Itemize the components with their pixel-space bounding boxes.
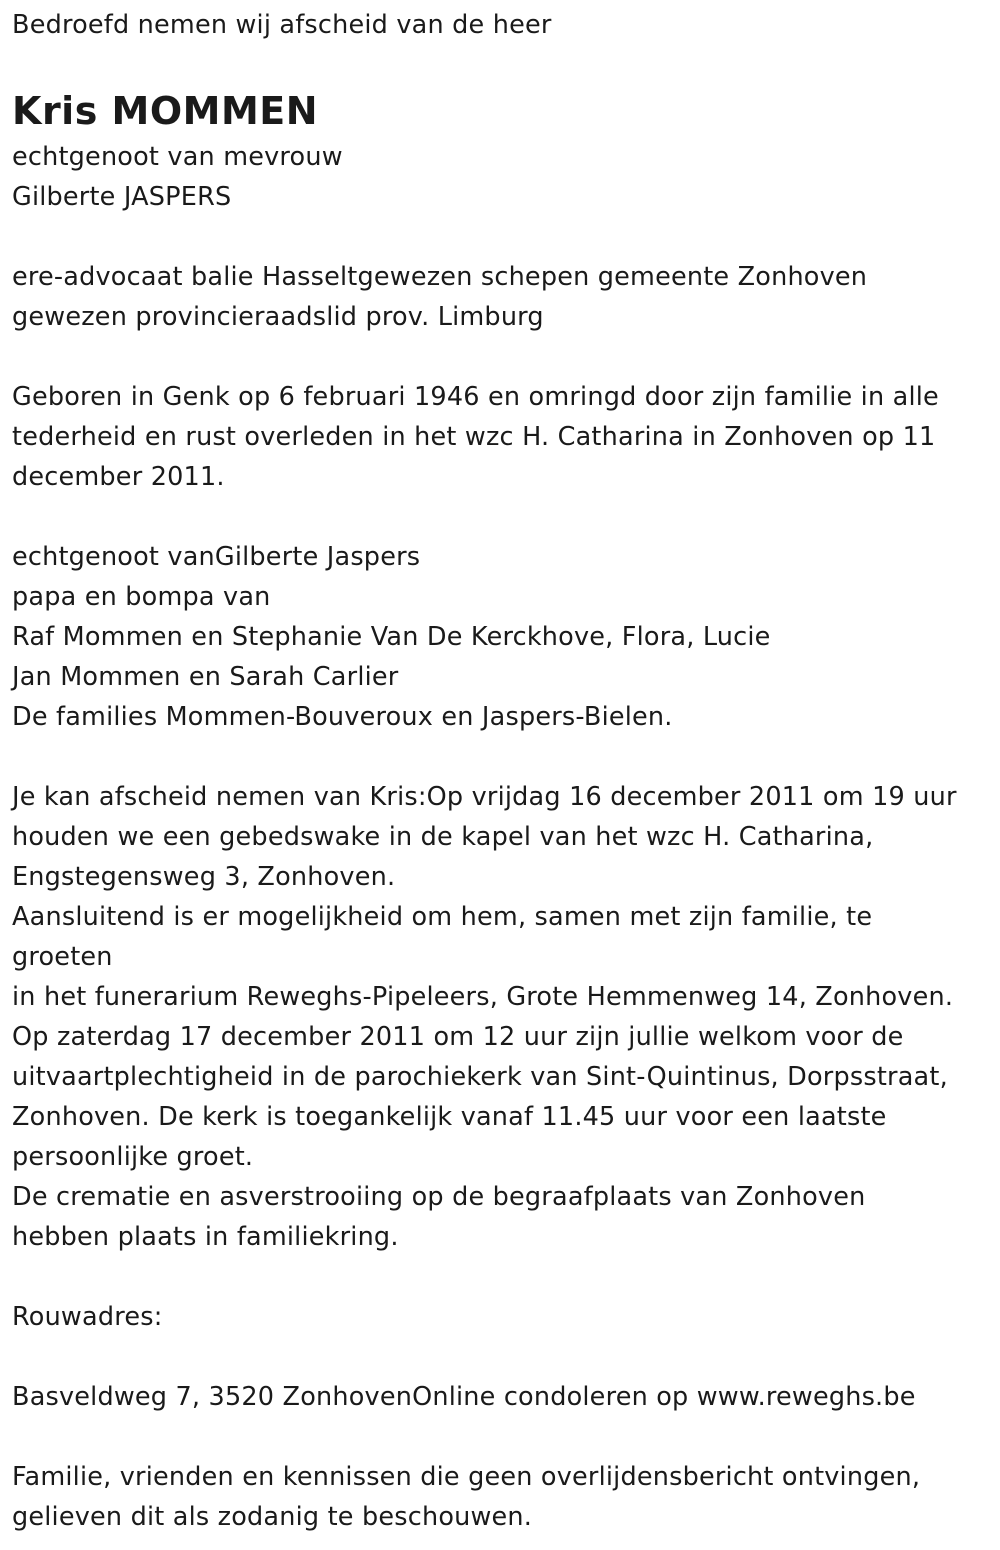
- spacer: [12, 737, 988, 777]
- spouse-label: echtgenoot van mevrouw: [12, 142, 343, 172]
- closing-line: gelieven dit als zodanig te beschouwen.: [12, 1502, 533, 1532]
- spacer: [12, 1417, 988, 1457]
- arrangements-line: groeten: [12, 942, 113, 972]
- spacer: [12, 337, 988, 377]
- spouse-name: Gilberte JASPERS: [12, 182, 232, 212]
- spacer: [12, 1337, 988, 1377]
- spacer: [12, 217, 988, 257]
- arrangements-line: Op zaterdag 17 december 2011 om 12 uur zijn jullie welkom voor de: [12, 1022, 904, 1052]
- spacer: [12, 497, 988, 537]
- family-line: Jan Mommen en Sarah Carlier: [12, 662, 399, 692]
- arrangements-block: [12, 777, 988, 1257]
- family-line: De families Mommen-Bouveroux en Jaspers-Bielen.: [12, 702, 673, 732]
- spacer: [12, 1257, 988, 1297]
- family-block: [12, 537, 988, 737]
- title-line: gewezen provincieraadslid prov. Limburg: [12, 302, 544, 332]
- intro-text: Bedroefd nemen wij afscheid van de heer: [12, 10, 552, 40]
- family-line: papa en bompa van: [12, 582, 271, 612]
- arrangements-line: Engstegensweg 3, Zonhoven.: [12, 862, 396, 892]
- title-line: ere-advocaat balie Hasseltgewezen schepen gemeente Zonhoven: [12, 262, 868, 292]
- arrangements-line: houden we een gebedswake in de kapel van het wzc H. Catharina,: [12, 822, 874, 852]
- arrangements-line: persoonlijke groet.: [12, 1142, 254, 1172]
- arrangements-line: hebben plaats in familiekring.: [12, 1222, 399, 1252]
- birth-death-block: [12, 377, 988, 497]
- address-line: Basveldweg 7, 3520 ZonhovenOnline condoleren op www.reweghs.be: [12, 1382, 916, 1412]
- closing-block: [12, 1457, 988, 1537]
- arrangements-line: in het funerarium Reweghs-Pipeleers, Grote Hemmenweg 14, Zonhoven.: [12, 982, 954, 1012]
- spacer: [12, 45, 988, 85]
- birth-death-line: december 2011.: [12, 462, 225, 492]
- deceased-name: Kris MOMMEN: [12, 89, 319, 133]
- arrangements-line: Zonhoven. De kerk is toegankelijk vanaf 11.45 uur voor een laatste: [12, 1102, 887, 1132]
- titles-block: [12, 257, 988, 337]
- family-line: Raf Mommen en Stephanie Van De Kerckhove, Flora, Lucie: [12, 622, 771, 652]
- arrangements-line: De crematie en asverstrooiing op de begraafplaats van Zonhoven: [12, 1182, 866, 1212]
- birth-death-line: Geboren in Genk op 6 februari 1946 en omringd door zijn familie in alle: [12, 382, 939, 412]
- closing-line: Familie, vrienden en kennissen die geen overlijdensbericht ontvingen,: [12, 1462, 921, 1492]
- address-label: Rouwadres:: [12, 1302, 163, 1332]
- family-line: echtgenoot vanGilberte Jaspers: [12, 542, 421, 572]
- arrangements-line: Je kan afscheid nemen van Kris:Op vrijdag 16 december 2011 om 19 uur: [12, 782, 957, 812]
- arrangements-line: uitvaartplechtigheid in de parochiekerk van Sint-Quintinus, Dorpsstraat,: [12, 1062, 948, 1092]
- arrangements-line: Aansluitend is er mogelijkheid om hem, samen met zijn familie, te: [12, 902, 873, 932]
- birth-death-line: tederheid en rust overleden in het wzc H. Catharina in Zonhoven op 11: [12, 422, 936, 452]
